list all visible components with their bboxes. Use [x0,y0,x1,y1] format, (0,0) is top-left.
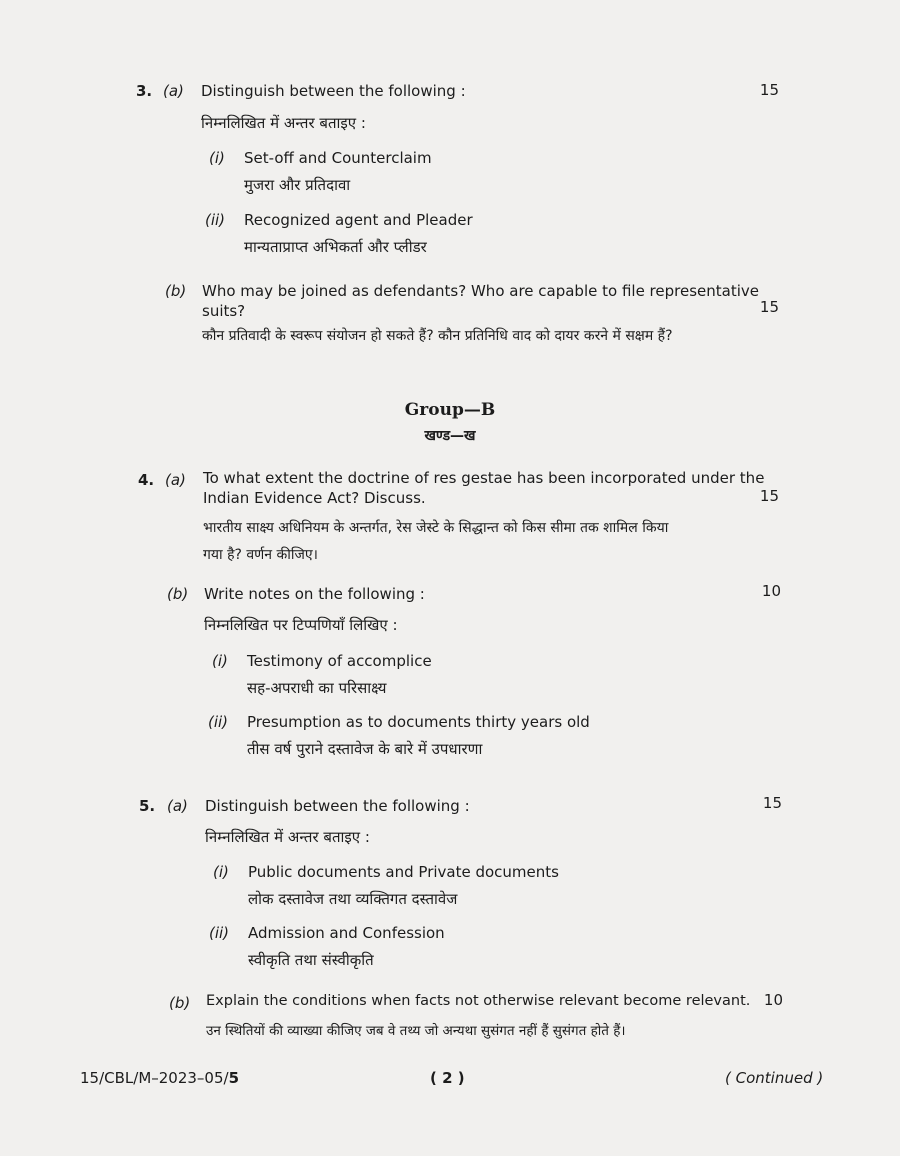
item-text-en: Admission and Confession [248,924,445,942]
question-text-en: Who may be joined as defendants? Who are capable to file representative [202,282,759,300]
paper-code-bold: 5 [228,1069,240,1087]
item-text-en: Presumption as to documents thirty years old [247,713,590,731]
question-text-en: Distinguish between the following : [201,82,466,100]
marks: 10 [763,991,783,1009]
item-label: (i) [209,149,225,167]
question-text-en: Explain the conditions when facts not otherwise relevant become relevant. [206,993,751,1009]
item-text-hi: लोक दस्तावेज तथा व्यक्तिगत दस्तावेज [248,890,458,908]
item-text-en: Recognized agent and Pleader [244,211,473,229]
part-label: (a) [165,471,186,489]
item-text-en: Testimony of accomplice [247,652,432,670]
question-text-en: suits? [202,302,246,320]
item-text-hi: स्वीकृति तथा संस्वीकृति [248,951,374,969]
question-text-hi: निम्नलिखित में अन्तर बताइए : [205,828,370,846]
part-label: (b) [169,994,191,1012]
question-text-en: Write notes on the following : [204,585,425,603]
item-text-hi: तीस वर्ष पुराने दस्तावेज के बारे में उपधारणा [247,740,483,758]
question-text-hi: कौन प्रतिवादी के स्वरूप संयोजन हो सकते हैं? कौन प्रतिनिधि वाद को दायर करने में सक्षम हैं? [202,328,673,344]
question-number: 4. [138,471,155,489]
question-text-en: Indian Evidence Act? Discuss. [203,489,426,507]
question-text-hi: निम्नलिखित पर टिप्पणियाँ लिखिए : [204,616,398,634]
marks: 15 [762,794,782,812]
question-text-hi: गया है? वर्णन कीजिए। [203,547,318,563]
question-text-en: To what extent the doctrine of res gestae has been incorporated under the [203,469,765,487]
question-number: 5. [139,797,156,815]
question-text-hi: उन स्थितियों की व्याख्या कीजिए जब वे तथ्य जो अन्यथा सुसंगत नहीं हैं सुसंगत होते हैं। [206,1023,626,1039]
paper-code [80,1069,239,1087]
marks: 15 [759,81,779,99]
paper-code-text: 15/CBL/M–2023–05/ [80,1069,229,1087]
item-label: (ii) [205,211,226,229]
group-subtitle: खण्ड—ख [424,428,476,444]
item-label: (i) [213,863,229,881]
item-label: (i) [212,652,228,670]
part-label: (b) [165,282,187,300]
item-label: (ii) [208,713,229,731]
question-text-en: Distinguish between the following : [205,797,470,815]
item-text-hi: सह-अपराधी का परिसाक्ष्य [247,679,387,697]
marks: 10 [761,582,781,600]
item-text-en: Set-off and Counterclaim [244,149,432,167]
question-text-hi: निम्नलिखित में अन्तर बताइए : [201,114,366,132]
item-text-en: Public documents and Private documents [248,863,559,881]
item-text-hi: मान्यताप्राप्त अभिकर्ता और प्लीडर [244,238,427,256]
marks: 15 [759,298,779,316]
item-label: (ii) [209,924,230,942]
question-text-hi: भारतीय साक्ष्य अधिनियम के अन्तर्गत, रेस जेस्टे के सिद्धान्त को किस सीमा तक शामिल किया [203,520,669,536]
part-label: (a) [163,82,184,100]
page-number: ( 2 ) [430,1069,465,1087]
question-number: 3. [136,82,153,100]
part-label: (a) [167,797,188,815]
continued-label: ( Continued ) [725,1069,824,1087]
item-text-hi: मुजरा और प्रतिदावा [244,176,351,194]
marks: 15 [759,487,779,505]
group-title: Group—B [404,400,496,420]
part-label: (b) [167,585,189,603]
